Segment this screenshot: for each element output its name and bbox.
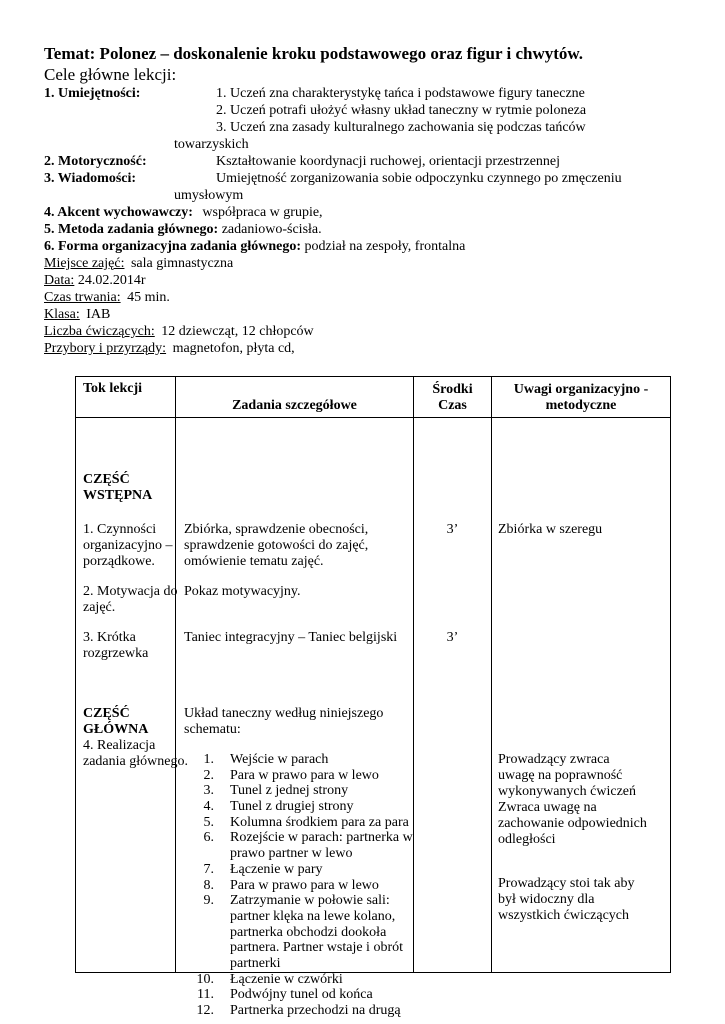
step-text: Łączenie w czwórki [230, 971, 343, 987]
step-text: Zatrzymanie w połowie sali: [230, 893, 390, 909]
main-note-a6: odległości [498, 832, 556, 847]
method-label: 5. Metoda zadania głównego: [44, 222, 219, 237]
intro-item-2: 2. Motywacja do [83, 584, 178, 599]
educational-accent-text: współpraca w grupie, [202, 205, 323, 220]
step-number: 10. [196, 971, 214, 987]
main-heading-cont: GŁÓWNA [83, 722, 149, 737]
intro-task-3: Taniec integracyjny – Taniec belgijski [184, 630, 398, 645]
page-title: Temat: Polonez – doskonalenie kroku podstawowego oraz figur i chwytów. [44, 44, 583, 63]
step-text: Tunel z jednej strony [230, 783, 349, 799]
notes-cell [492, 418, 671, 973]
form-text: podział na zespoły, frontalna [304, 239, 466, 254]
main-task-form [44, 238, 465, 255]
step-number: 2. [203, 767, 214, 783]
main-task-method [44, 221, 322, 238]
step-text: partner klęka na lewe kolano, [230, 908, 396, 924]
step-text: Tunel z drugiej strony [230, 799, 354, 815]
motor-text: Kształtowanie koordynacji ruchowej, orientacji przestrzennej [216, 154, 561, 169]
step-text: partnera. Partner wstaje i obrót [230, 940, 403, 956]
table-header-row [76, 377, 671, 418]
intro-heading: CZĘŚĆ [83, 472, 130, 487]
count-value: 12 dziewcząt, 12 chłopców [161, 324, 314, 339]
main-note-a4: Zwraca uwagę na [498, 800, 597, 815]
step-text: Rozejście w parach: partnerka w [230, 830, 413, 846]
motor-label: 2. Motoryczność: [44, 154, 147, 169]
method-text: zadaniowo-ścisła. [221, 222, 322, 237]
main-note-b2: był widoczny dla [498, 892, 595, 907]
col-notes-header-cont: metodyczne [545, 398, 617, 413]
course-cell [76, 418, 188, 973]
col-tasks-header: Zadania szczegółowe [232, 398, 357, 413]
step-text: partnerki [230, 955, 281, 971]
main-item-4-l2: zadania głównego. [83, 754, 188, 769]
intro-task-1-l3: omówienie tematu zajęć. [184, 554, 324, 569]
duration-label: Czas trwania: [44, 290, 121, 305]
step-text: Para w prawo para w lewo [230, 767, 379, 783]
duration-value: 45 min. [127, 290, 170, 305]
step-number: 4. [203, 799, 214, 815]
skills-item-3: 3. Uczeń zna zasady kulturalnego zachowania się podczas tańców [216, 120, 586, 135]
class-value: IAB [86, 307, 111, 322]
step-number: 11. [197, 987, 214, 1003]
main-note-b3: wszystkich ćwiczących [498, 908, 629, 923]
step-text: partnerka obchodzi dookoła [230, 924, 387, 940]
header-cell-tasks [176, 377, 414, 418]
intro-item-1-l2: organizacyjno – [83, 538, 173, 553]
equipment-label: Przybory i przyrządy: [44, 341, 167, 356]
step-text: Wejście w parach [230, 752, 329, 767]
date-label: Data: [44, 273, 75, 288]
step-text: prawo partner w lewo [230, 846, 353, 862]
meta-count [44, 323, 314, 340]
intro-note-1: Zbiórka w szeregu [498, 522, 603, 537]
step-text: Łączenie w pary [230, 861, 323, 877]
date-value: 24.02.2014r [77, 273, 146, 288]
intro-task-1-l2: sprawdzenie gotowości do zajęć, [184, 538, 369, 553]
header-cell-course [76, 377, 176, 418]
step-number: 7. [203, 861, 214, 877]
main-note-b1: Prowadzący stoi tak aby [498, 876, 635, 891]
main-intro-l2: schematu: [184, 722, 241, 737]
place-label: Miejsce zajęć: [44, 256, 125, 271]
main-item-4: 4. Realizacja [83, 738, 156, 753]
class-label: Klasa: [44, 307, 80, 322]
knowledge-label: 3. Wiadomości: [44, 171, 137, 186]
main-heading: CZĘŚĆ [83, 706, 130, 721]
meta-equipment [44, 340, 295, 357]
col-course-header: Tok lekcji [83, 381, 142, 396]
step-text: Podwójny tunel od końca [230, 987, 373, 1003]
skills-item-3-cont: towarzyskich [174, 137, 249, 152]
col-notes-header: Uwagi organizacyjno - [513, 382, 649, 397]
knowledge-text-cont: umysłowym [174, 188, 244, 203]
step-number: 5. [203, 814, 214, 830]
meta-place [44, 255, 233, 272]
main-note-a1: Prowadzący zwraca [498, 752, 610, 767]
step-number: 8. [203, 877, 214, 893]
main-note-a2: uwagę na poprawność [498, 768, 623, 783]
place-value: sala gimnastyczna [130, 256, 234, 271]
intro-time-3: 3’ [446, 630, 459, 645]
page-subtitle: Cele główne lekcji: [44, 65, 177, 84]
col-means-header: Środki [432, 382, 473, 397]
step-number: 6. [203, 830, 214, 846]
intro-heading-cont: WSTĘPNA [83, 488, 153, 503]
intro-task-2: Pokaz motywacyjny. [184, 584, 301, 599]
intro-task-1: Zbiórka, sprawdzenie obecności, [184, 522, 369, 537]
step-number: 12. [196, 1003, 214, 1018]
count-label: Liczba ćwiczących: [44, 324, 155, 339]
intro-item-1-l3: porządkowe. [83, 554, 155, 569]
educational-accent-label: 4. Akcent wychowawczy: [44, 205, 193, 220]
meta-duration [44, 289, 170, 306]
table-body-row [76, 418, 671, 973]
step-number: 1. [203, 752, 214, 767]
equipment-value: magnetofon, płyta cd, [172, 341, 295, 356]
intro-item-3: 3. Krótka [83, 630, 136, 645]
main-intro: Układ taneczny według niniejszego [184, 706, 384, 721]
step-number: 9. [203, 893, 214, 909]
intro-item-1: 1. Czynności [83, 522, 157, 537]
skills-label: 1. Umiejętności: [44, 86, 141, 101]
step-text: Kolumna środkiem para za para [230, 814, 409, 830]
step-text: Para w prawo para w lewo [230, 877, 379, 893]
header-cell-means [414, 377, 492, 418]
header-cell-notes [492, 377, 671, 418]
lesson-table [75, 376, 671, 1018]
knowledge-text: Umiejętność zorganizowania sobie odpoczynku czynnego po zmęczeniu [216, 171, 622, 186]
main-note-a3: wykonywanych ćwiczeń [498, 784, 637, 799]
intro-item-2-l2: zajęć. [83, 600, 116, 615]
intro-item-3-l2: rozgrzewka [83, 646, 149, 661]
step-number: 3. [203, 783, 214, 799]
intro-time-1: 3’ [446, 522, 459, 537]
col-time-header: Czas [438, 398, 467, 413]
skills-item-1: 1. Uczeń zna charakterystykę tańca i podstawowe figury taneczne [216, 86, 585, 101]
meta-class [44, 306, 110, 323]
skills-item-2: 2. Uczeń potrafi ułożyć własny układ taneczny w rytmie poloneza [216, 103, 587, 118]
step-text: Partnerka przechodzi na drugą [230, 1003, 401, 1018]
main-note-a5: zachowanie odpowiednich [498, 816, 647, 831]
educational-accent [44, 204, 323, 221]
form-label: 6. Forma organizacyjna zadania głównego: [44, 239, 302, 254]
meta-date [44, 272, 146, 289]
time-cell [414, 418, 492, 973]
tasks-cell [176, 418, 414, 1018]
